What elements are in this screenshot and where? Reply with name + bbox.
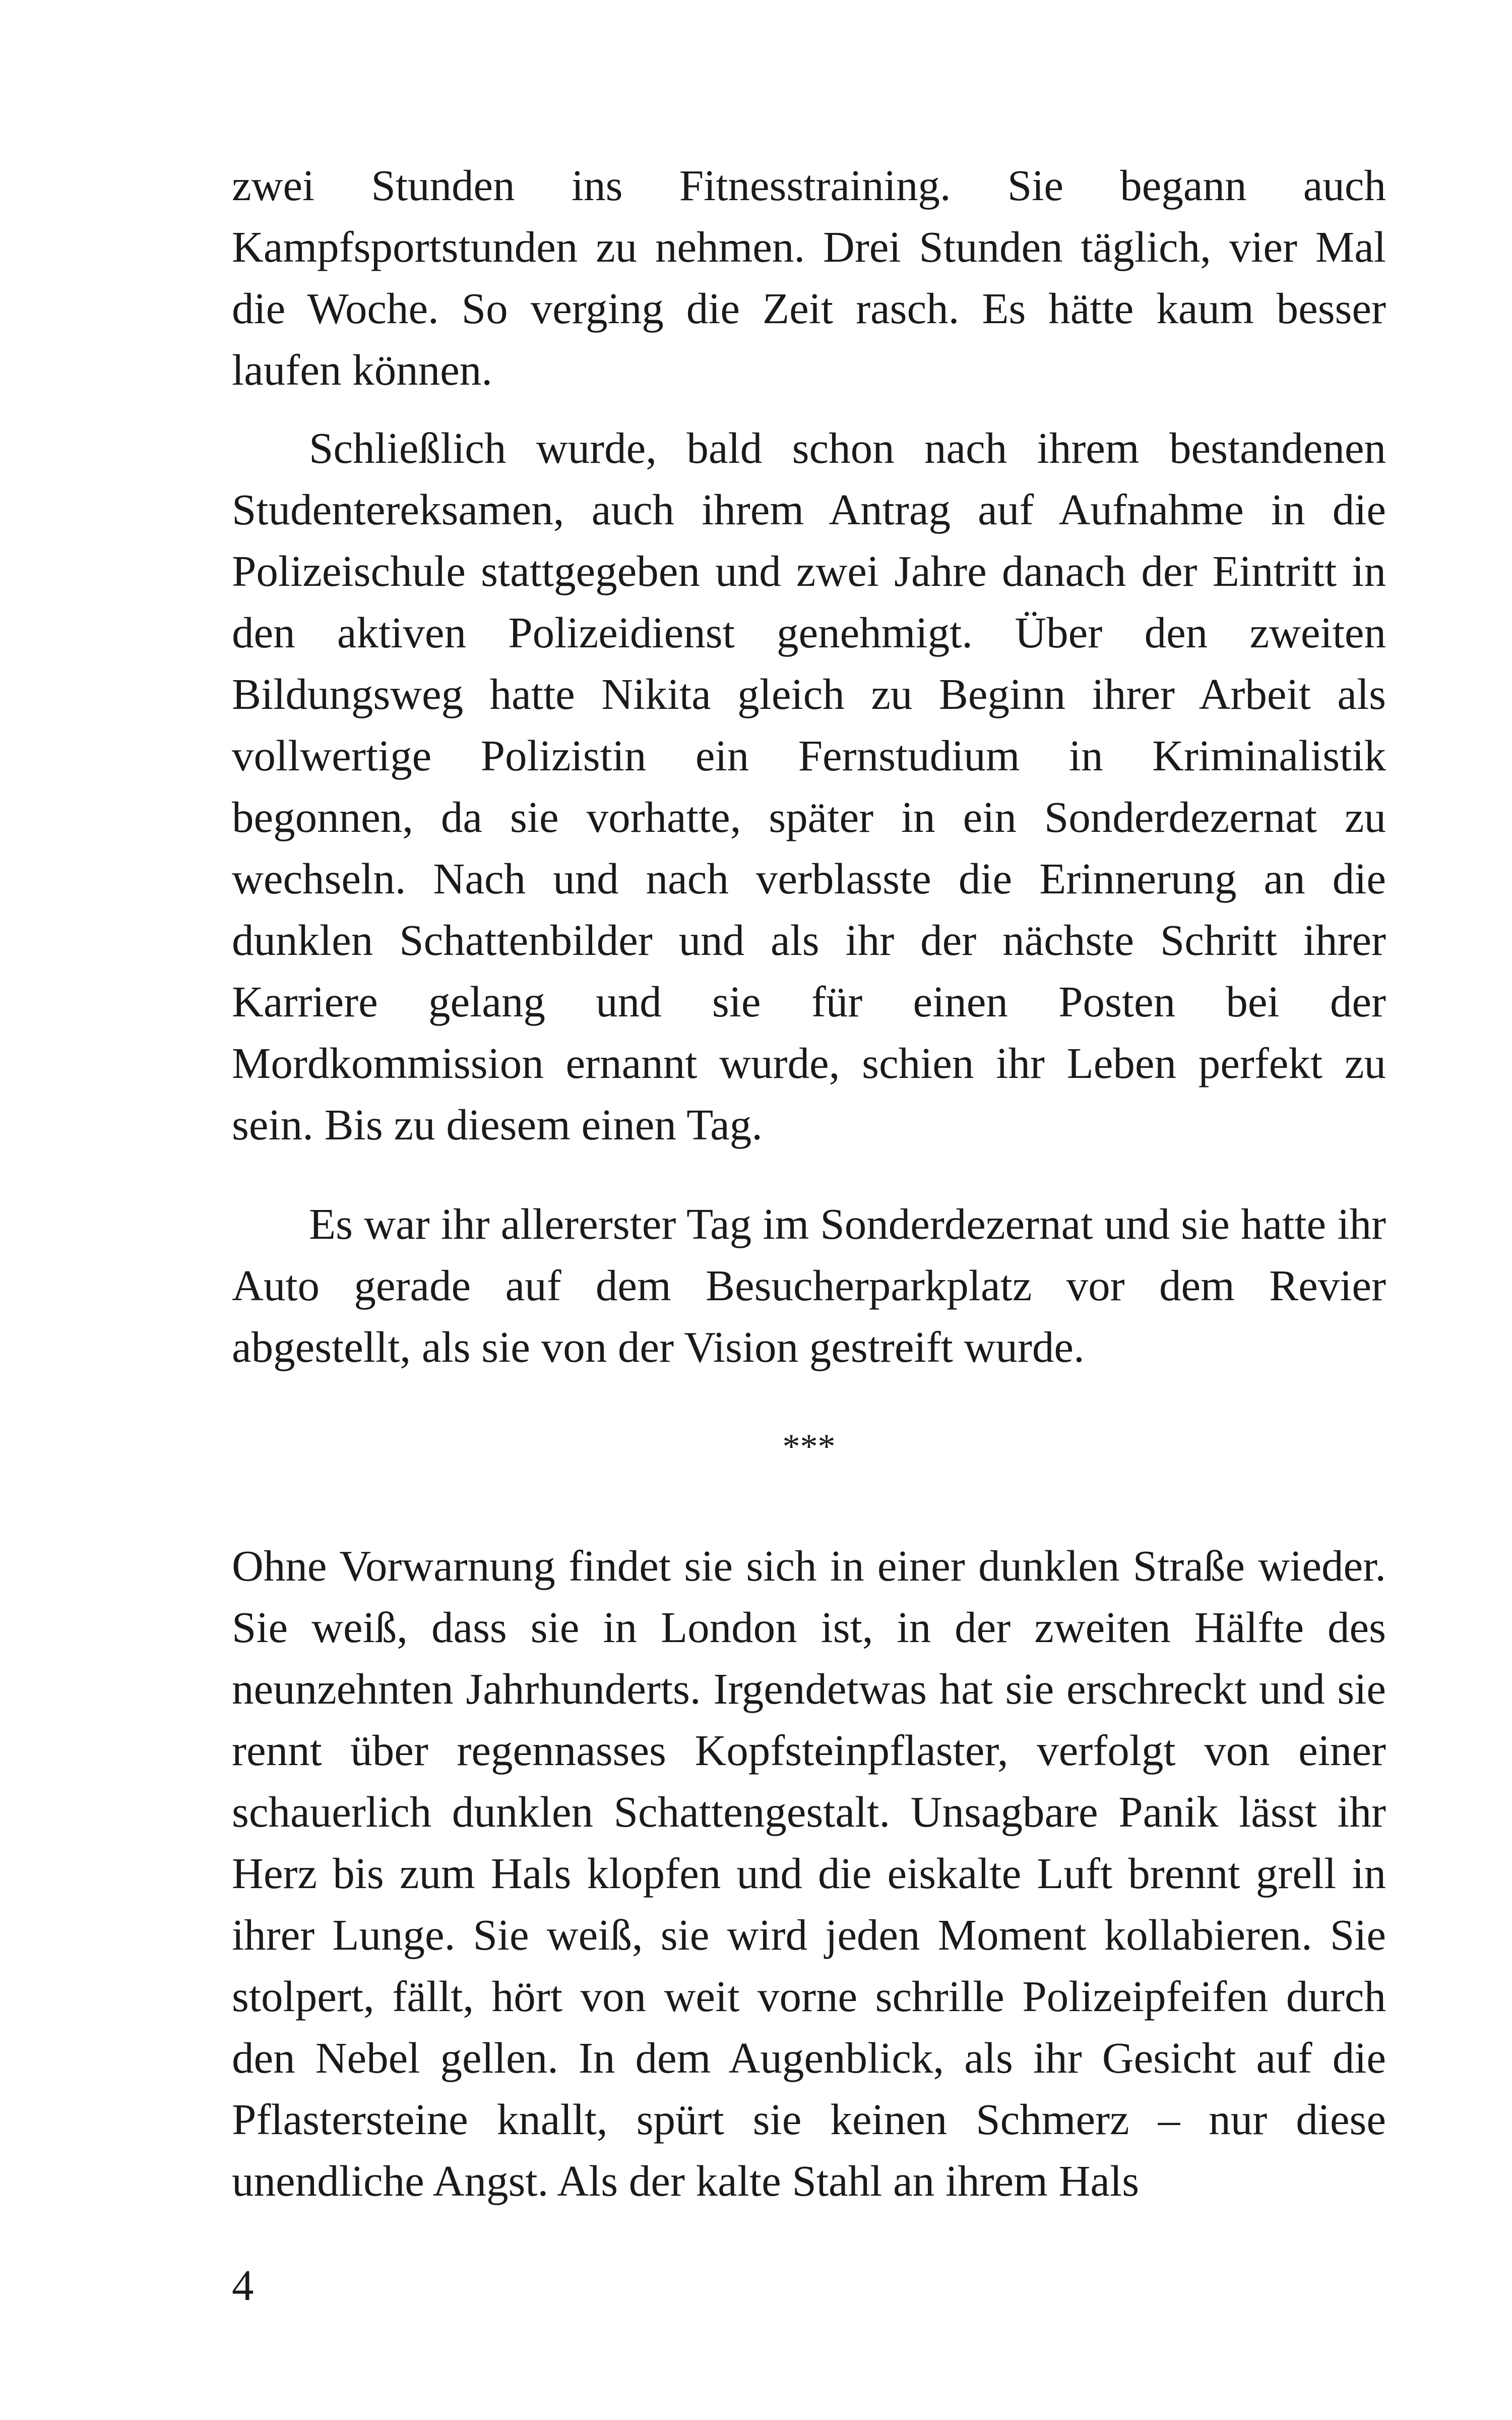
paragraph-continuation: zwei Stunden ins Fitnesstraining. Sie begann auch Kampfsportstunden zu nehmen. Drei Stunden täglich, vier Mal die Woche. So verging die Zeit rasch. Es hätte kaum besser laufen können. [232, 161, 1386, 394]
page-number: 4 [232, 2261, 254, 2310]
paragraph-career: Schließlich wurde, bald schon nach ihrem bestandenen Studentereksamen, auch ihrem Antrag auf Aufnahme in die Polizeischule stattgegeben und zwei Jahre danach der Eintritt in den aktiven Polizeidienst genehmigt. Über den zweiten Bildungsweg hatte Nikita gleich zu Beginn ihrer Arbeit als vollwertige Polizistin ein Fernstudium in Kriminalistik begonnen, da sie vorhatte, später in ein Sonderdezernat zu wechseln. Nach und nach verblasste die Erinnerung an die dunklen Schattenbilder und als ihr der nächste Schritt ihrer Karriere gelang und sie für einen Posten bei der Mordkommission ernannt wurde, schien ihr Leben perfekt zu sein. Bis zu diesem einen Tag. [232, 424, 1386, 1149]
paragraph-first-day: Es war ihr allererster Tag im Sonderdezernat und sie hatte ihr Auto gerade auf dem Besucherparkplatz vor dem Revier abgestellt, als sie von der Vision gestreift wurde. [232, 1199, 1386, 1371]
scene-break-separator: *** [782, 1427, 836, 1466]
paragraph-vision: Ohne Vorwarnung findet sie sich in einer dunklen Straße wieder. Sie weiß, dass sie in London ist, in der zweiten Hälfte des neunzehnten Jahrhunderts. Irgendetwas hat sie erschreckt und sie rennt über regennasses Kopfsteinpflaster, verfolgt von einer schauerlich dunklen Schattengestalt. Unsagbare Panik lässt ihr Herz bis zum Hals klopfen und die eiskalte Luft brennt grell in ihrer Lunge. Sie weiß, sie wird jeden Moment kollabieren. Sie stolpert, fällt, hört von weit vorne schrille Polizeipfeifen durch den Nebel gellen. In dem Augenblick, als ihr Gesicht auf die Pflastersteine knallt, spürt sie keinen Schmerz – nur diese unendliche Angst. Als der kalte Stahl an ihrem Hals [232, 1541, 1386, 2205]
